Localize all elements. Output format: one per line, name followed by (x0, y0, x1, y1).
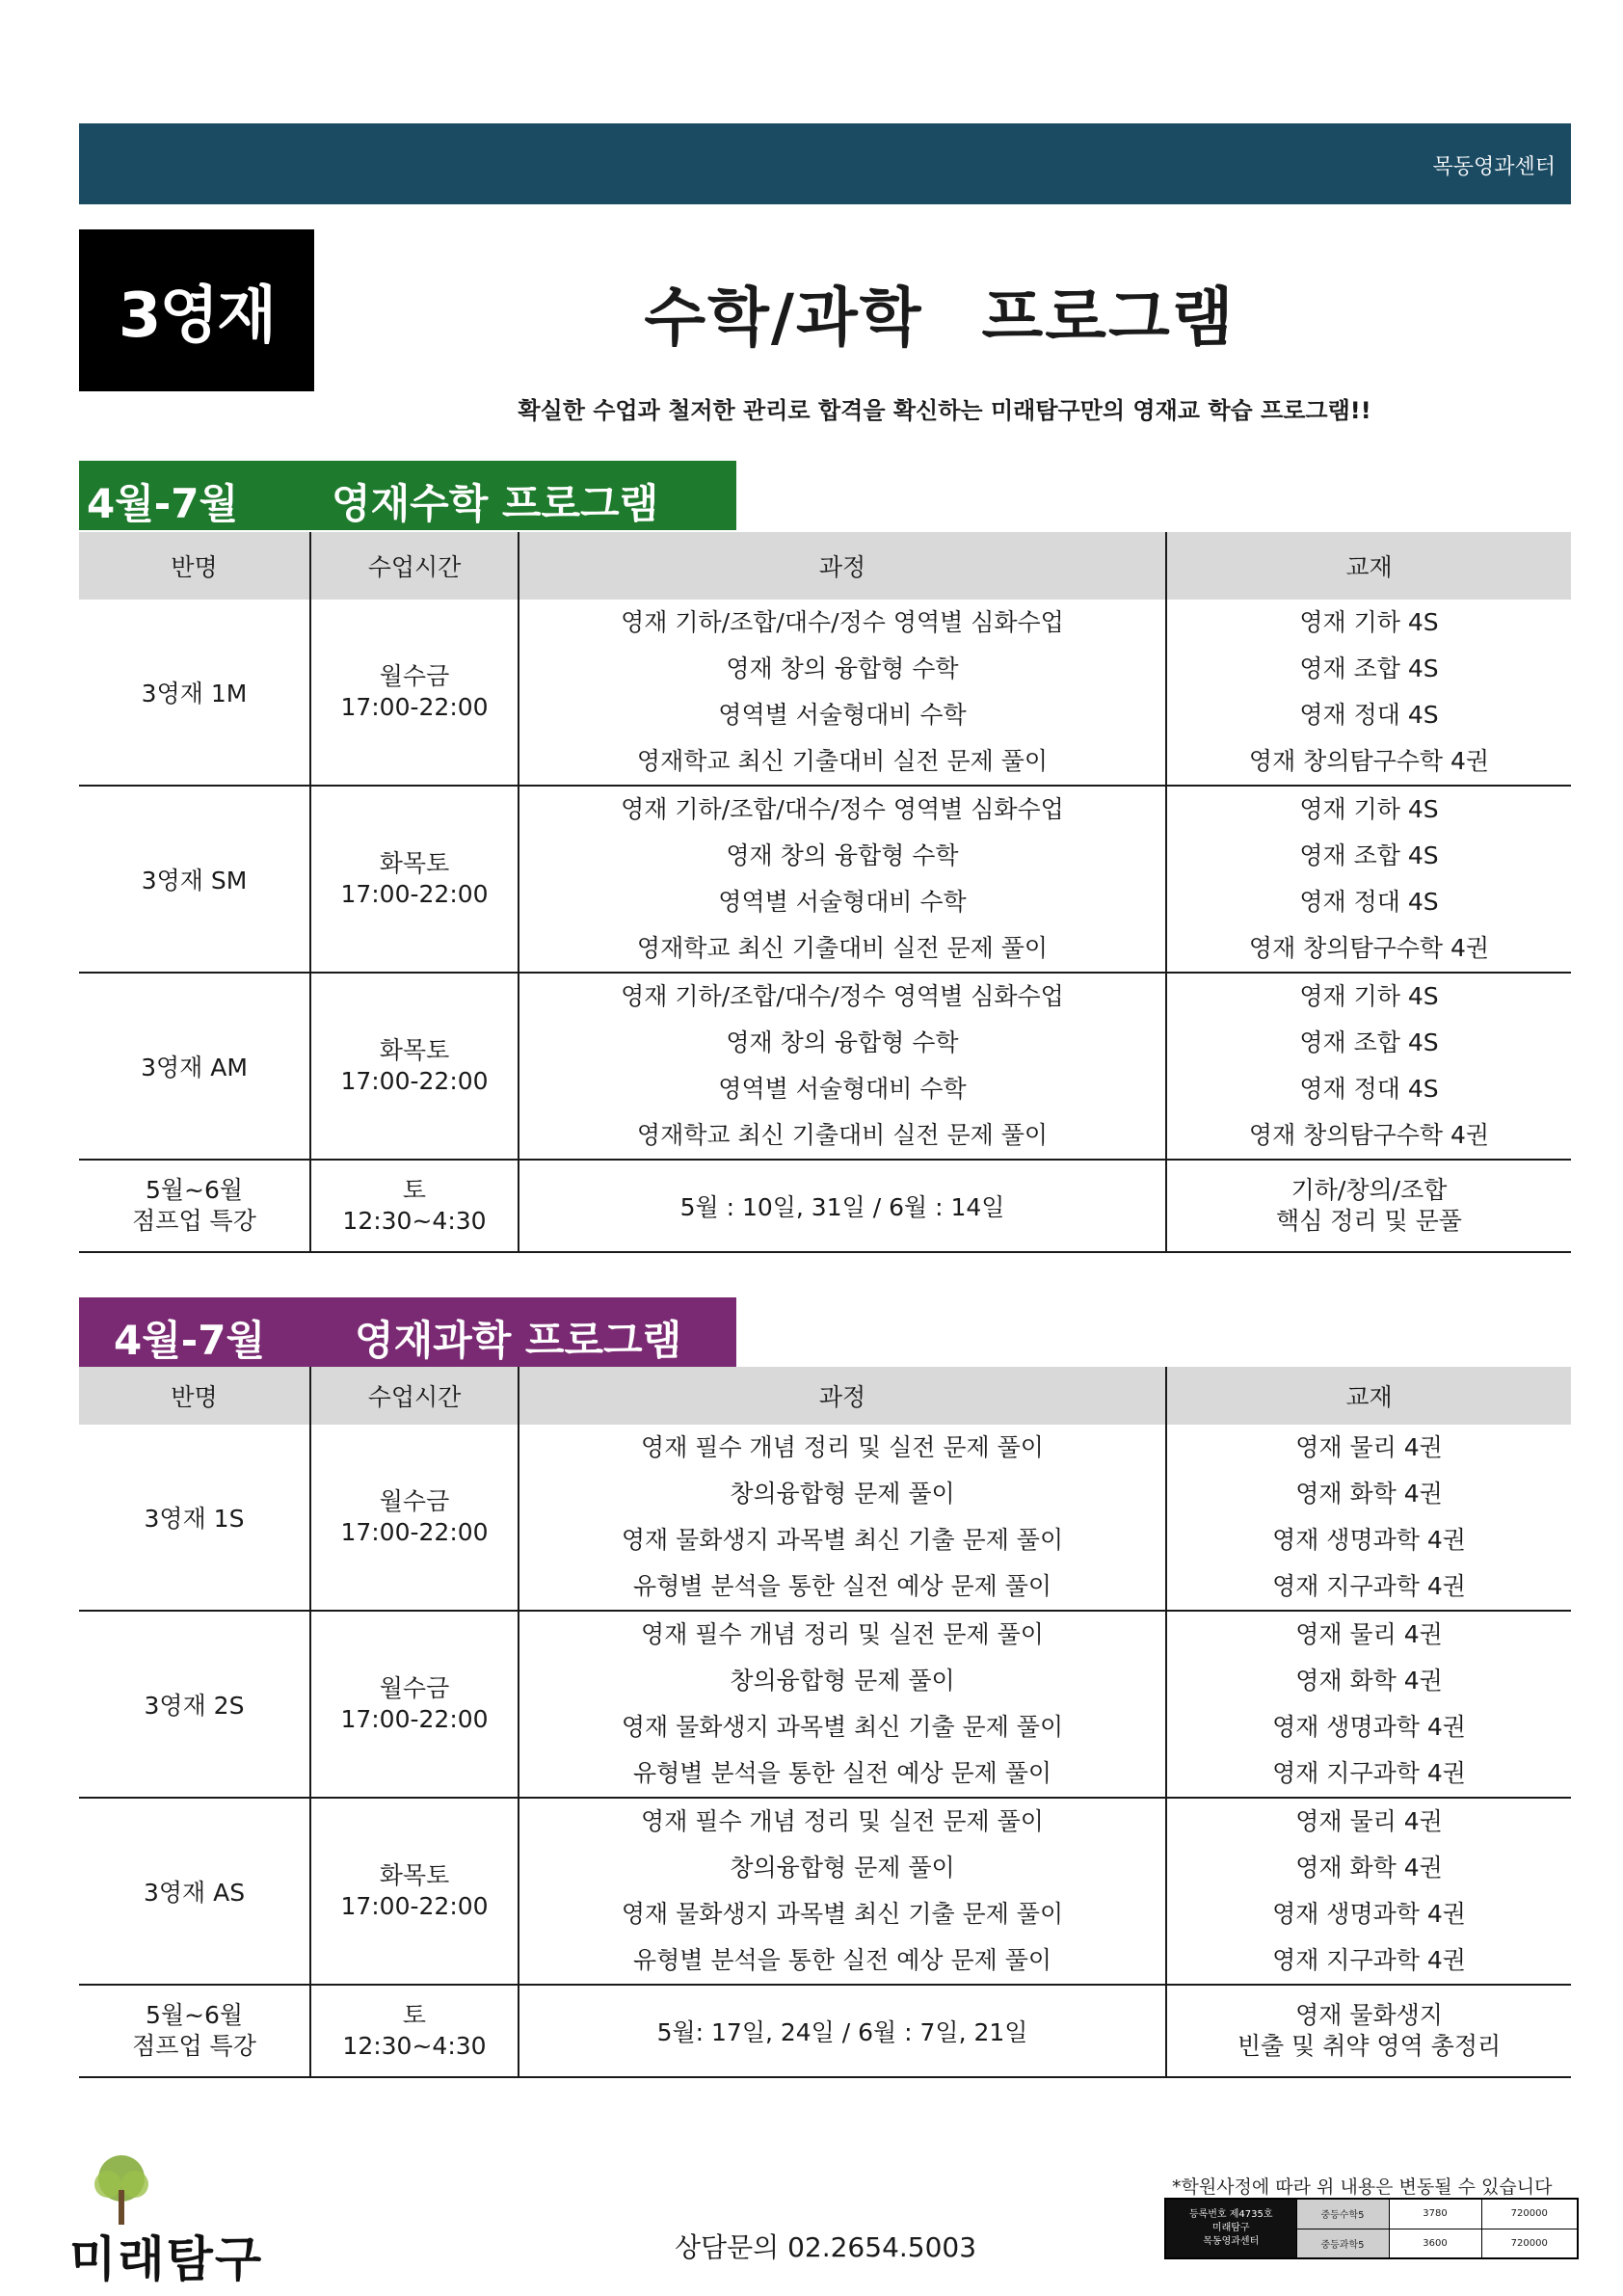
table-row (79, 1798, 1571, 1985)
science-schedule-table (79, 1367, 1571, 2078)
class-days: 화목토 (379, 1036, 450, 1064)
reg-fee: 720000 (1481, 2199, 1578, 2229)
special-hours: 12:30~4:30 (342, 2032, 487, 2060)
course-item: 유형별 분석을 통한 실전 예상 문제 풀이 (632, 1572, 1052, 1600)
col-header-class: 반명 (79, 1367, 310, 1425)
special-book-line: 빈출 및 취약 영역 총정리 (1237, 2032, 1502, 2060)
table-row (79, 973, 1571, 1160)
class-hours: 17:00-22:00 (340, 1518, 489, 1546)
course-item: 영재 필수 개념 정리 및 실전 문제 풀이 (641, 1807, 1044, 1835)
course-item: 영재 기하/조합/대수/정수 영역별 심화수업 (621, 982, 1064, 1010)
textbook-item: 영재 지구과학 4권 (1272, 1572, 1466, 1600)
col-header-course: 과정 (519, 1367, 1166, 1425)
textbook-item: 영재 생명과학 4권 (1272, 1526, 1466, 1554)
table-header-row (79, 532, 1571, 600)
class-hours: 17:00-22:00 (340, 880, 489, 908)
special-time (310, 1160, 519, 1252)
special-days: 토 (402, 1176, 427, 1204)
textbook-item: 영재 기하 4S (1299, 608, 1439, 636)
table-row (79, 1425, 1571, 1611)
textbook-item: 영재 생명과학 4권 (1272, 1713, 1466, 1741)
center-name: 목동영과센터 (1432, 155, 1556, 179)
science-section-banner (79, 1297, 736, 1367)
special-period: 5월~6월 (145, 1176, 244, 1204)
class-hours: 17:00-22:00 (340, 1705, 489, 1733)
math-section-banner (79, 461, 736, 530)
textbook-item: 영재 기하 4S (1299, 795, 1439, 823)
course-list (519, 1611, 1166, 1798)
table-header-row (79, 1367, 1571, 1425)
math-period: 4월-7월 (87, 480, 239, 527)
logo-text: 미래탐구 (69, 2231, 264, 2287)
special-name (79, 1160, 310, 1252)
textbook-item: 영재 정대 4S (1299, 1075, 1439, 1103)
course-item: 창의융합형 문제 풀이 (730, 1480, 955, 1508)
textbook-item: 영재 화학 4권 (1295, 1667, 1443, 1695)
grade-badge: 3영재 (79, 229, 314, 391)
course-item: 영역별 서술형대비 수학 (718, 701, 967, 729)
col-header-time: 수업시간 (310, 1367, 519, 1425)
page-subtitle: 확실한 수업과 철저한 관리로 합격을 확신하는 미래탐구만의 영재교 학습 프로그램!! (518, 397, 1371, 424)
special-book-line: 핵심 정리 및 문풀 (1276, 1207, 1462, 1235)
col-header-time: 수업시간 (310, 532, 519, 600)
course-item: 영재 기하/조합/대수/정수 영역별 심화수업 (621, 795, 1064, 823)
textbook-item: 영재 창의탐구수학 4권 (1248, 1121, 1490, 1149)
course-item: 창의융합형 문제 풀이 (730, 1667, 955, 1695)
col-header-textbook: 교재 (1166, 1367, 1571, 1425)
contact-phone: 상담문의 02.2654.5003 (675, 2231, 977, 2263)
course-list (519, 786, 1166, 973)
textbook-item: 영재 조합 4S (1299, 1028, 1439, 1056)
class-time (310, 973, 519, 1160)
textbook-list (1166, 1798, 1571, 1985)
class-name: 3영재 1S (79, 1425, 310, 1611)
class-hours: 17:00-22:00 (340, 693, 489, 721)
course-item: 영재학교 최신 기출대비 실전 문제 풀이 (636, 1121, 1049, 1149)
course-list (519, 1425, 1166, 1611)
science-period: 4월-7월 (114, 1317, 266, 1364)
table-row (79, 786, 1571, 973)
textbook-list (1166, 600, 1571, 786)
course-item: 영재 필수 개념 정리 및 실전 문제 풀이 (641, 1433, 1044, 1461)
class-name: 3영재 1M (79, 600, 310, 786)
textbook-item: 영재 정대 4S (1299, 701, 1439, 729)
special-textbook (1166, 1160, 1571, 1252)
course-item: 영재 창의 융합형 수학 (726, 841, 959, 869)
course-item: 영재 기하/조합/대수/정수 영역별 심화수업 (621, 608, 1064, 636)
textbook-list (1166, 1611, 1571, 1798)
class-time (310, 1611, 519, 1798)
course-item: 영재 물화생지 과목별 최신 기출 문제 풀이 (621, 1526, 1064, 1554)
registration-info (1165, 2199, 1296, 2258)
class-days: 월수금 (379, 1674, 450, 1702)
course-list (519, 600, 1166, 786)
course-item: 영역별 서술형대비 수학 (718, 1075, 967, 1103)
registration-branch: 목동영과센터 (1203, 2236, 1260, 2247)
reg-fee: 720000 (1481, 2229, 1578, 2258)
reg-subject: 중등수학5 (1296, 2199, 1389, 2229)
class-time (310, 600, 519, 786)
table-row (79, 600, 1571, 786)
course-item: 영재 물화생지 과목별 최신 기출 문제 풀이 (621, 1900, 1064, 1928)
special-lecture-row (79, 1160, 1571, 1252)
class-days: 월수금 (379, 1487, 450, 1515)
special-hours: 12:30~4:30 (342, 1207, 487, 1235)
textbook-item: 영재 물리 4권 (1295, 1807, 1443, 1835)
textbook-item: 영재 정대 4S (1299, 888, 1439, 916)
textbook-list (1166, 786, 1571, 973)
table-row (79, 1611, 1571, 1798)
special-course: 5월: 17일, 24일 / 6월 : 7일, 21일 (519, 1985, 1166, 2077)
course-item: 영재 창의 융합형 수학 (726, 1028, 959, 1056)
course-list (519, 1798, 1166, 1985)
course-item: 영재학교 최신 기출대비 실전 문제 풀이 (636, 934, 1049, 962)
course-list (519, 973, 1166, 1160)
special-time (310, 1985, 519, 2077)
reg-hours: 3780 (1389, 2199, 1481, 2229)
course-item: 영재 필수 개념 정리 및 실전 문제 풀이 (641, 1620, 1044, 1648)
special-lecture-row (79, 1985, 1571, 2077)
page-title: 수학/과학 프로그램 (644, 280, 1236, 355)
textbook-list (1166, 1425, 1571, 1611)
reg-hours: 3600 (1389, 2229, 1481, 2258)
class-hours: 17:00-22:00 (340, 1892, 489, 1920)
textbook-item: 영재 지구과학 4권 (1272, 1759, 1466, 1787)
col-header-class: 반명 (79, 532, 310, 600)
textbook-item: 영재 물리 4권 (1295, 1620, 1443, 1648)
course-item: 유형별 분석을 통한 실전 예상 문제 풀이 (632, 1946, 1052, 1974)
class-name: 3영재 2S (79, 1611, 310, 1798)
textbook-item: 영재 화학 4권 (1295, 1854, 1443, 1882)
textbook-list (1166, 973, 1571, 1160)
reg-subject: 중등과학5 (1296, 2229, 1389, 2258)
math-schedule-table (79, 532, 1571, 1253)
col-header-textbook: 교재 (1166, 532, 1571, 600)
textbook-item: 영재 기하 4S (1299, 982, 1439, 1010)
textbook-item: 영재 화학 4권 (1295, 1480, 1443, 1508)
class-name: 3영재 AM (79, 973, 310, 1160)
tree-icon (83, 2151, 160, 2229)
science-program-title: 영재과학 프로그램 (355, 1317, 682, 1364)
textbook-item: 영재 조합 4S (1299, 654, 1439, 682)
course-item: 유형별 분석을 통한 실전 예상 문제 풀이 (632, 1759, 1052, 1787)
class-name: 3영재 AS (79, 1798, 310, 1985)
registration-row (1165, 2199, 1578, 2229)
class-name: 3영재 SM (79, 786, 310, 973)
special-title: 점프업 특강 (132, 2032, 256, 2060)
special-textbook (1166, 1985, 1571, 2077)
textbook-item: 영재 물리 4권 (1295, 1433, 1443, 1461)
class-time (310, 1798, 519, 1985)
class-time (310, 786, 519, 973)
special-book-line: 기하/창의/조합 (1290, 1176, 1448, 1204)
change-notice: *학원사정에 따라 위 내용은 변동될 수 있습니다 (1172, 2176, 1553, 2198)
top-bar (79, 123, 1571, 204)
class-days: 화목토 (379, 1861, 450, 1889)
registration-academy: 미래탐구 (1211, 2223, 1250, 2233)
class-time (310, 1425, 519, 1611)
registration-number: 등록번호 제4735호 (1188, 2209, 1273, 2220)
special-days: 토 (402, 2001, 427, 2029)
special-period: 5월~6월 (145, 2001, 244, 2029)
textbook-item: 영재 생명과학 4권 (1272, 1900, 1466, 1928)
special-title: 점프업 특강 (132, 1207, 256, 1235)
course-item: 영재 창의 융합형 수학 (726, 654, 959, 682)
special-course: 5월 : 10일, 31일 / 6월 : 14일 (519, 1160, 1166, 1252)
textbook-item: 영재 지구과학 4권 (1272, 1946, 1466, 1974)
col-header-course: 과정 (519, 532, 1166, 600)
class-days: 월수금 (379, 662, 450, 690)
class-days: 화목토 (379, 849, 450, 877)
textbook-item: 영재 창의탐구수학 4권 (1248, 934, 1490, 962)
course-item: 영재 물화생지 과목별 최신 기출 문제 풀이 (621, 1713, 1064, 1741)
special-name (79, 1985, 310, 2077)
special-book-line: 영재 물화생지 (1295, 2001, 1443, 2029)
class-hours: 17:00-22:00 (340, 1067, 489, 1095)
academy-logo (69, 2151, 281, 2287)
course-item: 영재학교 최신 기출대비 실전 문제 풀이 (636, 747, 1049, 775)
course-item: 영역별 서술형대비 수학 (718, 888, 967, 916)
textbook-item: 영재 조합 4S (1299, 841, 1439, 869)
course-item: 창의융합형 문제 풀이 (730, 1854, 955, 1882)
textbook-item: 영재 창의탐구수학 4권 (1248, 747, 1490, 775)
math-program-title: 영재수학 프로그램 (332, 480, 659, 527)
registration-table (1164, 2198, 1579, 2259)
